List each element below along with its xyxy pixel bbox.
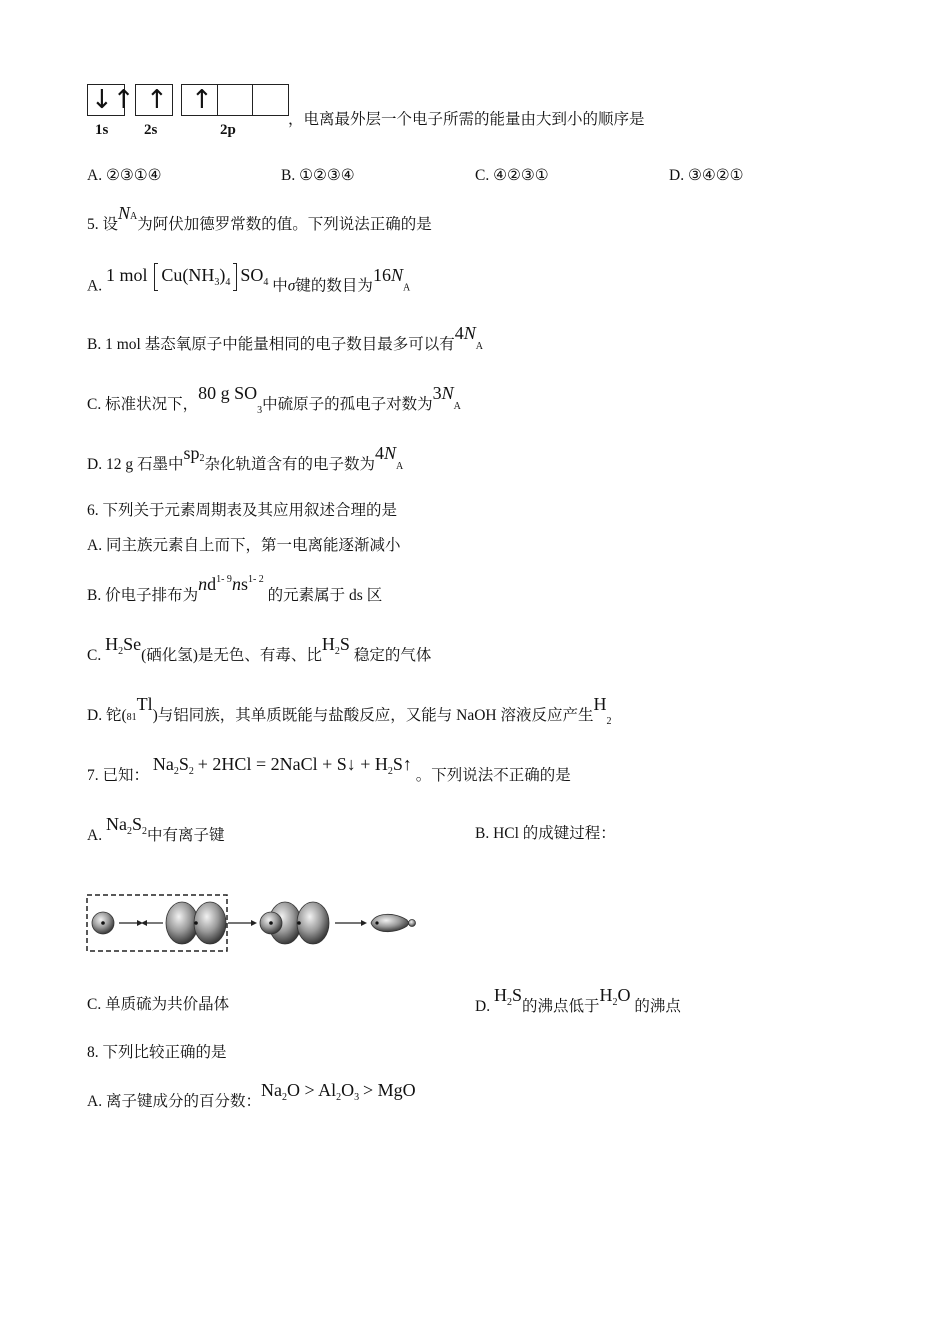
orbital-question-text: ，电离最外层一个电子所需的能量由大到小的顺序是 <box>288 111 645 128</box>
orbital-box-2s <box>135 84 173 116</box>
arrow-right-icon <box>335 920 367 926</box>
sigma-bond-orbital <box>371 914 416 931</box>
orbital-arrows-1s: ↓↑ <box>91 85 135 115</box>
orbital-arrows-2s: ↑ <box>146 85 168 115</box>
q7-equation: $Na_2S_2 + 2HCl$ = 2NaCl + S↓ + $H_2S↑$ <box>152 754 412 777</box>
overlapping-orbitals <box>260 902 329 944</box>
q8-stem: 8. 下列比较正确的是 <box>87 1044 227 1061</box>
q4-option-a: A. ②③①④ <box>87 167 162 184</box>
q7-option-b: B. HCl 的成键过程： <box>475 825 616 842</box>
q7-option-d: D. $H_2S$的沸点低于$H_2O$ 的沸点 <box>475 985 681 1015</box>
orbital-box-2p <box>181 84 289 116</box>
hcl-bond-formation-diagram <box>85 892 425 956</box>
orbital-arrows-2p: ↑ <box>191 85 213 115</box>
q7-option-c: C. 单质硫为共价晶体 <box>87 996 230 1013</box>
arrow-right-icon <box>228 920 257 926</box>
left-bracket <box>154 263 158 291</box>
right-bracket <box>233 263 237 291</box>
q6-stem: 6. 下列关于元素周期表及其应用叙述合理的是 <box>87 502 398 519</box>
arrow-right-icon <box>119 920 143 926</box>
q5-option-b: B. 1 mol 基态氧原子中能量相同的电子数目最多可以有4NA <box>87 323 483 353</box>
chlorine-p-orbital <box>166 902 226 944</box>
q7-stem: 7. 已知： $Na_2S_2 + 2HCl$ = 2NaCl + S↓ + $H_2S↑$ 。下列说法不正确的是 <box>87 754 571 784</box>
q5-stem: 5. 设$N^A$为阿伏加德罗常数的值。下列说法正确的是 <box>87 203 432 233</box>
orbital-label-2p: 2p <box>220 122 236 138</box>
q8-option-a: A. 离子键成分的百分数：$Na_2O > Al_2O_3$ > MgO <box>87 1080 416 1110</box>
q6-option-b: B. 价电子排布为$nd^{1- 9}ns^{1- 2}$ 的元素属于 ds 区 <box>87 574 383 604</box>
orbital-box-1s <box>87 84 135 116</box>
arrow-left-icon <box>141 920 163 926</box>
orbital-label-1s: 1s <box>95 122 109 138</box>
q5-option-d: D. 12 g 石墨中$sp^2$杂化轨道含有的电子数为4NA <box>87 443 404 473</box>
q6-option-c: C. $H_2Se$(硒化氢)是无色、有毒、比$H_2S$ 稳定的气体 <box>87 634 432 664</box>
q4-option-d: D. ③④②① <box>669 167 744 184</box>
q5-option-a: A. 1 mol $Cu(NH_3)_4$ $SO_4$ 中σ键的数目为16NA <box>87 264 411 295</box>
q7-option-a: A. $Na_2S_2$中有离子键 <box>87 814 225 844</box>
orbital-label-2s: 2s <box>144 122 158 138</box>
q6-option-a: A. 同主族元素自上而下，第一电离能逐渐减小 <box>87 537 401 554</box>
q6-option-d: D. 铊(81Tl)与铝同族，其单质既能与盐酸反应，又能与 NaOH 溶液反应产生$H_2$ <box>87 694 612 727</box>
orbital-cell <box>217 85 253 115</box>
q5-option-c: C. 标准状况下，80 g $SO_3$中硫原子的孤电子对数为3NA <box>87 383 461 416</box>
q4-option-c: C. ④②③① <box>475 167 549 184</box>
hydrogen-orbital <box>92 912 114 934</box>
q4-option-b: B. ①②③④ <box>281 167 355 184</box>
